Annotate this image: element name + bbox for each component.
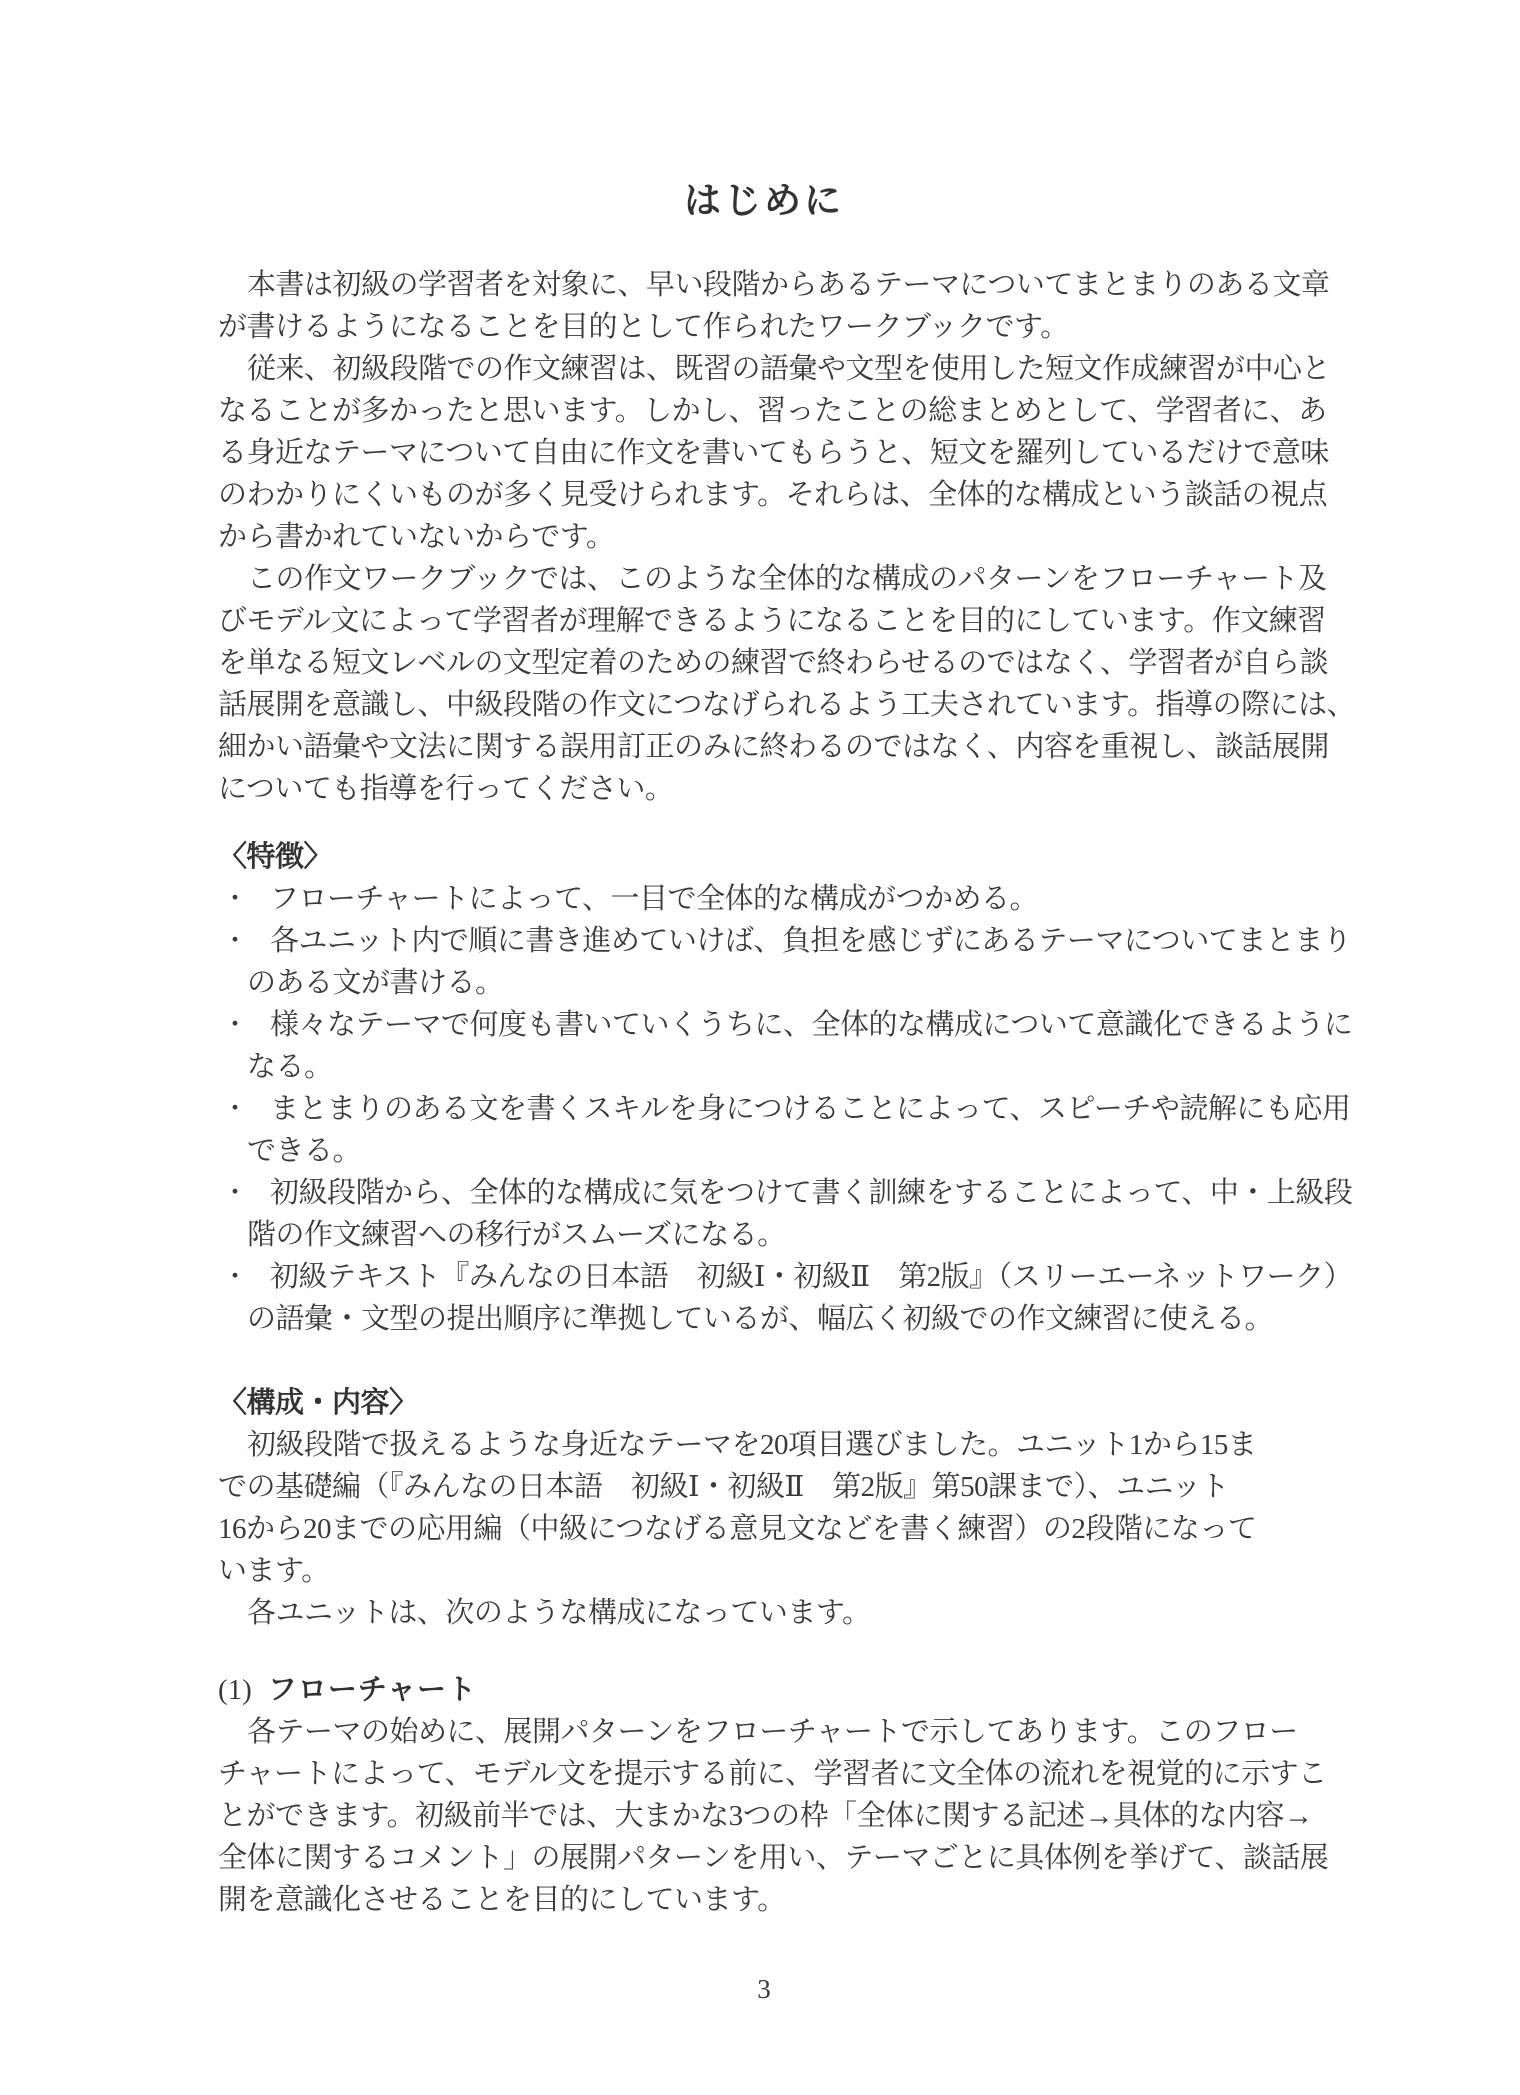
bullet-line: 階の作文練習への移行がスムーズになる。 <box>247 1219 786 1251</box>
bullet-text: 初級段階から、全体的な構成に気をつけて書く訓練をすることによって、中・上級段 <box>270 1177 1353 1209</box>
text-line: が書けるようになることを目的として作られたワークブックです。 <box>218 311 1069 343</box>
section-heading-flowchart <box>218 1669 1310 1711</box>
bullet-line: のある文が書ける。 <box>247 967 504 999</box>
text-line: チャートによって、モデル文を提示する前に、学習者に文全体の流れを視覚的に示すこ <box>218 1758 1327 1790</box>
bullet-marker: ・ <box>222 884 248 913</box>
flowchart-heading-number: (1) <box>218 1674 252 1706</box>
intro-paragraph-1 <box>218 264 1330 348</box>
section-heading-structure: 〈構成・内容〉 <box>218 1387 418 1419</box>
bullet-line <box>218 1088 1351 1130</box>
text-line: を単なる短文レベルの文型定着のための練習で終わらせるのではなく、学習者が自ら談 <box>218 647 1329 679</box>
bullet-marker: ・ <box>222 1262 248 1291</box>
bullet-line <box>218 1172 1353 1214</box>
bullet-marker: ・ <box>222 1010 248 1039</box>
text-line: 全体に関するコメント」の展開パターンを用い、テーマごとに具体例を挙げて、談話展 <box>218 1842 1329 1874</box>
bullet-text: 様々なテーマで何度も書いていくうちに、全体的な構成について意識化できるように <box>270 1009 1353 1041</box>
bullet-text: 初級テキスト『みんなの日本語 初級Ⅰ・初級Ⅱ 第2版』（スリーエーネットワーク） <box>270 1261 1353 1293</box>
intro-paragraph-3 <box>218 558 1356 810</box>
bullet-marker: ・ <box>222 1178 248 1207</box>
bullet-text: フローチャートによって、一目で全体的な構成がつかめる。 <box>270 883 1039 915</box>
bullet-line <box>218 1004 1353 1046</box>
text-line: 本書は初級の学習者を対象に、早い段階からあるテーマについてまとまりのある文章 <box>247 269 1330 301</box>
text-line: 従来、初級段階での作文練習は、既習の語彙や文型を使用した短文作成練習が中心と <box>247 353 1331 385</box>
page-title: はじめに <box>684 181 844 222</box>
bullet-line <box>218 920 1352 962</box>
text-line: この作文ワークブックでは、このような全体的な構成のパターンをフローチャート及 <box>247 563 1327 595</box>
text-line: 16から20までの応用編（中級につなげる意見文などを書く練習）の2段階になって <box>218 1513 1257 1545</box>
text-line: についても指導を行ってください。 <box>218 773 674 805</box>
features-list <box>218 878 1353 1340</box>
flowchart-paragraph <box>218 1711 1329 1921</box>
page-number: 3 <box>757 1974 771 2004</box>
text-line: 開を意識化させることを目的にしています。 <box>218 1884 786 1916</box>
bullet-text: まとまりのある文を書くスキルを身につけることによって、スピーチや読解にも応用 <box>270 1093 1351 1125</box>
text-line: います。 <box>218 1555 330 1587</box>
structure-paragraph-2 <box>218 1592 1310 1634</box>
flowchart-heading-label: フローチャート <box>267 1674 477 1706</box>
section-heading-features: 〈特徴〉 <box>218 841 333 873</box>
bullet-line: なる。 <box>247 1051 333 1083</box>
text-line: 細かい語彙や文法に関する誤用訂正のみに終わるのではなく、内容を重視し、談話展開 <box>218 731 1329 763</box>
text-line: 初級段階で扱えるような身近なテーマを20項目選びました。ユニット1から15ま <box>247 1429 1257 1461</box>
text-line: る身近なテーマについて自由に作文を書いてもらうと、短文を羅列しているだけで意味 <box>218 437 1329 469</box>
text-line: 話展開を意識し、中級段階の作文につなげられるよう工夫されています。指導の際には、 <box>218 689 1356 721</box>
text-line: とができます。初級前半では、大まかな3つの枠「全体に関する記述→具体的な内容→ <box>218 1800 1313 1832</box>
text-line: びモデル文によって学習者が理解できるようになることを目的にしています。作文練習 <box>218 605 1326 637</box>
bullet-marker: ・ <box>222 1094 248 1123</box>
text-line: のわかりにくいものが多く見受けられます。それらは、全体的な構成という談話の視点 <box>218 479 1328 511</box>
text-line: なることが多かったと思います。しかし、習ったことの総まとめとして、学習者に、あ <box>218 395 1327 427</box>
bullet-line <box>218 878 1310 920</box>
page-content <box>0 178 1520 2007</box>
text-line: 各ユニットは、次のような構成になっています。 <box>247 1597 871 1629</box>
text-line: 各テーマの始めに、展開パターンをフローチャートで示してあります。このフロー <box>247 1716 1298 1748</box>
bullet-line: の語彙・文型の提出順序に準拠しているが、幅広く初級での作文練習に使える。 <box>247 1303 1274 1335</box>
bullet-marker: ・ <box>222 926 248 955</box>
text-line: から書かれていないからです。 <box>218 521 615 553</box>
bullet-text: 各ユニット内で順に書き進めていけば、負担を感じずにあるテーマについてまとまり <box>270 925 1352 957</box>
text-line: での基礎編（『みんなの日本語 初級Ⅰ・初級Ⅱ 第2版』第50課まで）、ユニット <box>218 1471 1230 1503</box>
intro-paragraph-2 <box>218 348 1331 558</box>
bullet-line: できる。 <box>247 1135 362 1167</box>
bullet-line <box>218 1256 1353 1298</box>
structure-paragraph-1 <box>218 1424 1310 1592</box>
